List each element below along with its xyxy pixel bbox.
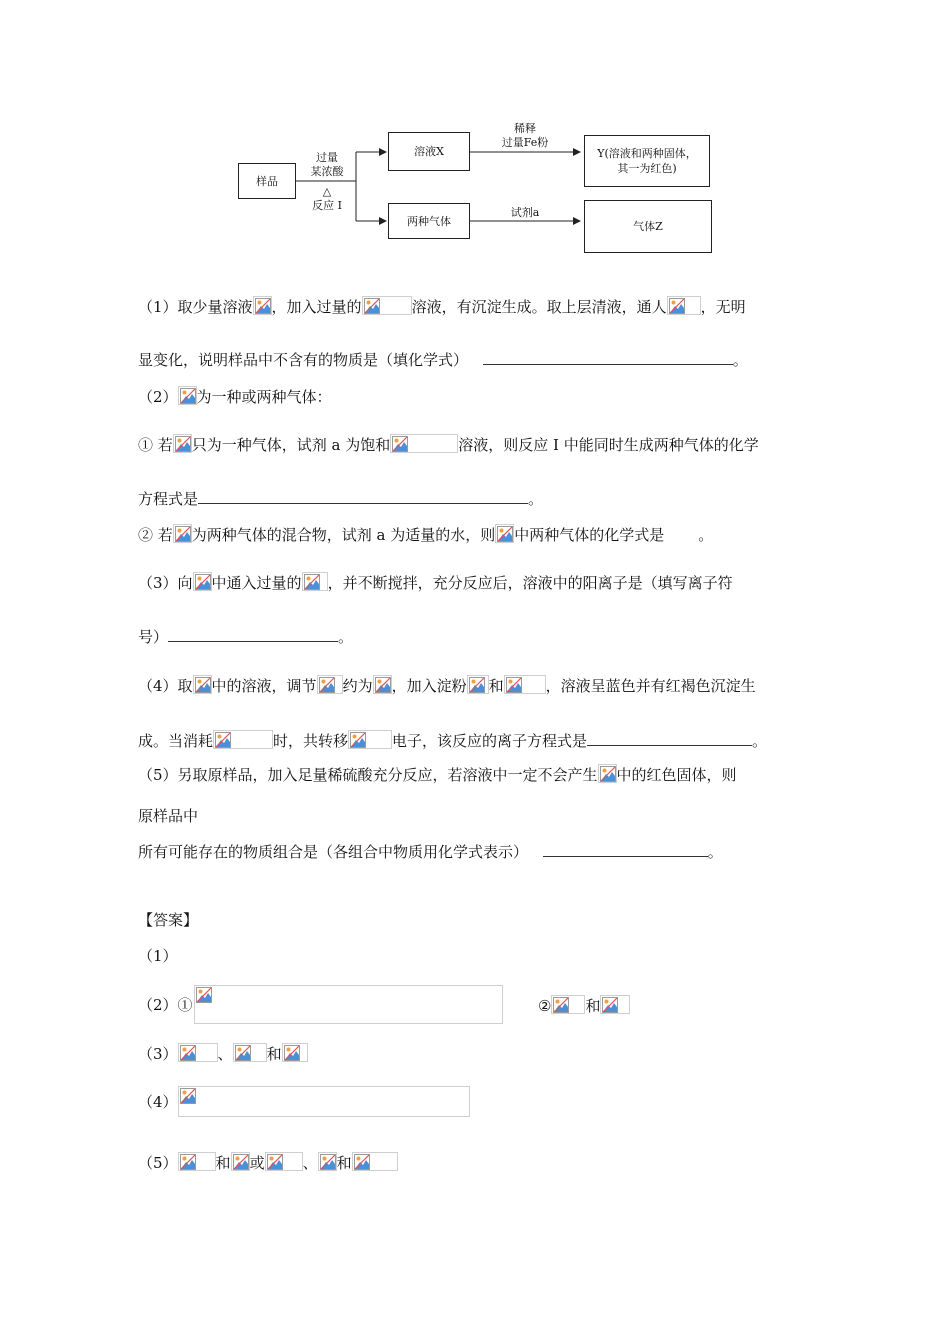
q4-text-5: 和	[488, 677, 504, 695]
q5-text-3: 原样品中	[138, 807, 199, 825]
q4-text-4: ，加入淀粉	[391, 677, 467, 695]
formula-image-icon	[193, 675, 212, 694]
formula-image-icon	[178, 386, 197, 405]
formula-image-icon	[178, 1152, 216, 1171]
answer-blank[interactable]	[198, 489, 528, 504]
q4-text-10: 。	[752, 732, 768, 750]
formula-image-icon	[302, 572, 328, 591]
q1-text-2: ，加入过量的	[271, 298, 362, 316]
q2-text-1: （2）	[138, 388, 178, 406]
formula-image-icon	[495, 524, 514, 543]
formula-image-icon	[600, 995, 630, 1014]
q3-text-5: 。	[338, 628, 354, 646]
q2-text-2: 为一种或两种气体：	[196, 388, 332, 406]
q1-text-1: （1）取少量溶液	[138, 298, 253, 316]
step2-label	[480, 122, 570, 150]
dilute-label: 稀释	[514, 122, 536, 135]
q5-text-4: 所有可能存在的物质组合是（各组合中物质用化学式表示）	[138, 843, 529, 861]
answer-2	[138, 995, 193, 1015]
q4-line1	[138, 675, 756, 696]
two-gases-box	[388, 203, 470, 239]
fe-powder-label: 过量Fe粉	[501, 136, 549, 149]
reaction1-name: 反应 I	[312, 199, 342, 212]
q4-text-1: （4）取	[138, 677, 193, 695]
formula-image-icon	[173, 434, 192, 453]
reagent-a-label: 试剂a	[510, 206, 540, 219]
reaction1-bottom-label	[294, 185, 360, 213]
q4-text-9: 电子，该反应的离子方程式是	[392, 732, 588, 750]
answer-heading	[138, 910, 198, 930]
answer-2b-and: 和	[585, 997, 601, 1015]
formula-image-icon	[390, 434, 458, 453]
solution-x-label: 溶液X	[414, 145, 444, 158]
reaction1-reagent: 某浓酸	[310, 165, 344, 178]
q2-sub2-text-3: 中两种气体的化学式是	[514, 526, 665, 544]
q2-line4	[138, 524, 713, 545]
two-gases-label: 两种气体	[407, 214, 451, 228]
q5-text-2: 中的红色固体，则	[616, 766, 737, 784]
answer-3	[138, 1043, 308, 1064]
q1-text-4: ，无明	[700, 298, 746, 316]
q5-line2	[138, 806, 198, 826]
formula-image-icon	[282, 1043, 308, 1062]
formula-image-icon	[213, 730, 273, 749]
q2-sub1-text-1: ① 若	[138, 436, 173, 454]
flowchart	[230, 118, 730, 260]
q2-line1	[138, 386, 332, 407]
formula-image-icon	[373, 675, 392, 694]
answer-5-and-2: 和	[336, 1154, 352, 1172]
answer-heading-text: 【答案】	[138, 911, 199, 929]
formula-image-icon	[667, 296, 701, 315]
q2-line2	[138, 434, 759, 455]
answer-5-label: （5）	[138, 1154, 178, 1172]
formula-image-icon	[317, 675, 343, 694]
q2-line3	[138, 489, 543, 509]
q1-line1	[138, 296, 746, 317]
q3-text-4: 号）	[138, 628, 169, 646]
solution-x-box	[388, 132, 470, 171]
reaction1-reagent-amount: 过量	[316, 151, 338, 164]
answer-blank[interactable]	[543, 842, 708, 857]
answer-2b	[538, 995, 630, 1016]
answer-5-or: 或	[249, 1154, 265, 1172]
reaction1-top-label	[294, 151, 360, 179]
gas-z-box	[584, 200, 712, 253]
answer-1-label: （1）	[138, 947, 178, 965]
answer-4-label: （4）	[138, 1093, 178, 1111]
formula-image-icon	[265, 1152, 303, 1171]
formula-image-icon	[348, 730, 392, 749]
q2-sub1-text-5: 。	[528, 490, 544, 508]
y-box	[584, 135, 710, 187]
sample-box	[238, 163, 296, 199]
y-label: Y(溶液和两种固体，其一为红色)	[597, 147, 697, 175]
formula-image-icon	[504, 675, 546, 694]
formula-image-icon	[231, 1152, 250, 1171]
q5-text-1: （5）另取原样品，加入足量稀硫酸充分反应，若溶液中一定不会产生	[138, 766, 598, 784]
q2-sub1-text-3: 溶液，则反应 I 中能同时生成两种气体的化学	[458, 436, 759, 454]
answer-blank[interactable]	[587, 731, 752, 746]
answer-blank[interactable]	[483, 350, 733, 365]
answer-4-equation-image	[178, 1086, 470, 1117]
q1-text-6: 。	[732, 351, 748, 369]
answer-3-label: （3）	[138, 1045, 178, 1063]
formula-image-icon	[318, 1152, 337, 1171]
answer-2b-label: ②	[538, 997, 552, 1015]
formula-image-icon	[253, 296, 272, 315]
q4-text-6: ，溶液呈蓝色并有红褐色沉淀生	[545, 677, 756, 695]
formula-image-icon	[362, 296, 412, 315]
q4-line2	[138, 730, 767, 751]
q3-text-2: 中通入过量的	[211, 574, 302, 592]
sample-label: 样品	[256, 174, 278, 188]
q4-text-3: 约为	[342, 677, 373, 695]
q3-line2	[138, 627, 353, 647]
answer-5-sep: 、	[302, 1154, 318, 1172]
formula-image-icon	[178, 1043, 218, 1062]
formula-image-icon	[598, 764, 617, 783]
q4-text-8: 时，共转移	[273, 732, 349, 750]
formula-image-icon	[551, 995, 585, 1014]
q4-text-2: 中的溶液，调节	[211, 677, 317, 695]
q2-sub2-text-4: 。	[698, 526, 714, 544]
q3-text-3: ，并不断搅拌，充分反应后，溶液中的阳离子是（填写离子符	[327, 574, 733, 592]
answer-5-and: 和	[215, 1154, 231, 1172]
q3-text-1: （3）向	[138, 574, 193, 592]
gas-z-label: 气体Z	[633, 220, 663, 233]
formula-image-icon	[233, 1043, 267, 1062]
answer-5	[138, 1152, 398, 1173]
q1-line2	[138, 350, 748, 370]
answer-1	[138, 946, 178, 966]
answer-3-sep: 、	[217, 1045, 233, 1063]
heat-symbol: △	[322, 185, 332, 198]
q2-sub1-text-4: 方程式是	[138, 490, 199, 508]
q2-sub2-text-1: ② 若	[138, 526, 173, 544]
q1-text-5: 显变化，说明样品中不含有的物质是（填化学式）	[138, 351, 469, 369]
formula-image-icon	[467, 675, 489, 694]
answer-blank[interactable]	[168, 627, 338, 642]
q2-sub2-text-2: 为两种气体的混合物，试剂 a 为适量的水，则	[191, 526, 496, 544]
answer-4	[138, 1092, 178, 1112]
answer-3-and: 和	[266, 1045, 282, 1063]
q5-text-5: 。	[707, 843, 723, 861]
formula-image-icon	[352, 1152, 398, 1171]
answer-2-equation-image	[194, 985, 503, 1024]
q2-sub1-text-2: 只为一种气体，试剂 a 为饱和	[191, 436, 391, 454]
formula-image-icon	[193, 572, 212, 591]
q1-text-3: 溶液，有沉淀生成。取上层清液，通人	[411, 298, 667, 316]
q3-line1	[138, 572, 733, 593]
formula-image-icon	[173, 524, 192, 543]
q4-text-7: 成。当消耗	[138, 732, 214, 750]
answer-2-label: （2）①	[138, 996, 193, 1014]
q5-line1	[138, 764, 737, 785]
q5-line3	[138, 842, 723, 862]
